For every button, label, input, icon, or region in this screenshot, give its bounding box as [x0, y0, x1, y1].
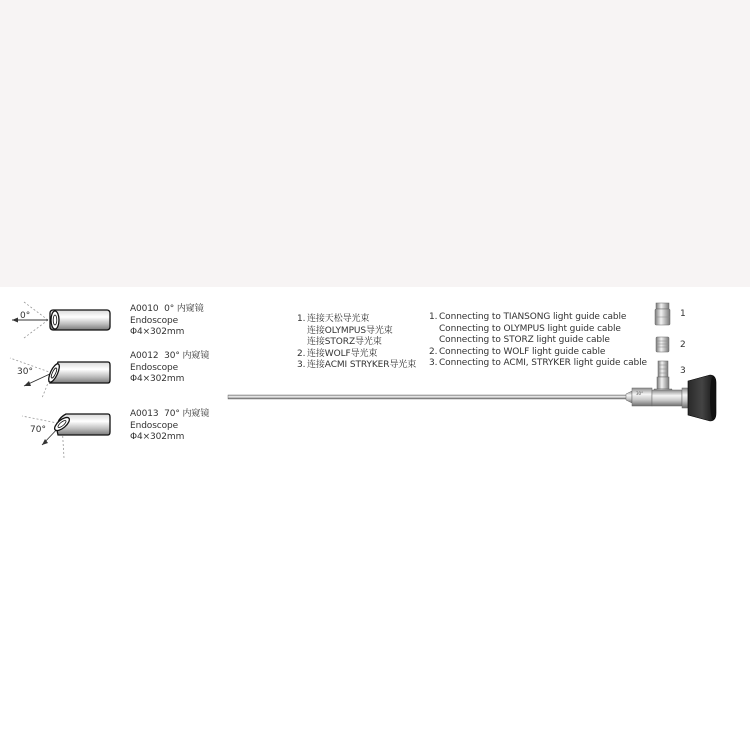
- connection-item-cn: 3. 连接ACMI STRYKER导光束: [297, 360, 417, 370]
- connection-item-en: Connecting to OLYMPUS light guide cable: [439, 323, 621, 334]
- model-size: Φ4×302mm: [130, 327, 185, 337]
- model-name-en: Endoscope: [130, 362, 179, 373]
- angle-label-70: 70°: [30, 425, 46, 435]
- model-name-cn: 内窥镜: [182, 351, 210, 361]
- adapter-label-1: 1: [680, 309, 686, 319]
- connection-item-en: Connecting to STORZ light guide cable: [439, 335, 610, 345]
- angle-label-30: 30°: [17, 367, 33, 377]
- connection-item-en: 2. Connecting to WOLF light guide cable: [429, 346, 606, 357]
- model-name-cn: 内窥镜: [182, 409, 210, 419]
- model-name-en: Endoscope: [130, 315, 179, 326]
- connection-item-en: 1. Connecting to TIANSONG light guide cable: [429, 312, 627, 322]
- model-name-en: Endoscope: [130, 420, 179, 431]
- angle-label-0: 0°: [20, 311, 31, 321]
- endoscope-body: [626, 388, 688, 408]
- connection-item-cn: 2. 连接WOLF导光束: [297, 348, 378, 359]
- model-size: Φ4×302mm: [130, 374, 185, 384]
- tip-diagram-70deg: [22, 414, 110, 458]
- model-spec-a0012: [130, 351, 209, 386]
- model-code: A0010: [130, 304, 159, 314]
- adapter-2: [656, 337, 669, 352]
- model-code: A0013: [130, 409, 159, 419]
- endoscope-illustration: [220, 295, 720, 425]
- model-spec-a0013: [130, 409, 209, 444]
- adapter-label-3: 3: [680, 366, 686, 376]
- eyepiece: [688, 375, 716, 421]
- adapter-1: [655, 303, 670, 325]
- adapter-3: [658, 361, 668, 377]
- connection-item-cn: 连接OLYMPUS导光束: [307, 325, 393, 336]
- model-size: Φ4×302mm: [130, 432, 185, 442]
- top-background-band: [0, 0, 750, 287]
- tip-diagram-30deg: [10, 358, 110, 398]
- model-spec-a0010: [130, 304, 204, 339]
- connection-item-cn: 连接STORZ导光束: [307, 337, 382, 347]
- svg-text:30°: 30°: [636, 391, 644, 396]
- adapter-label-2: 2: [680, 340, 686, 350]
- model-angle: 30°: [164, 351, 180, 361]
- model-name-cn: 内窥镜: [176, 304, 204, 314]
- connection-item-en: 3. Connecting to ACMI, STRYKER light guide cable: [429, 358, 647, 368]
- connection-item-cn: 1. 连接天松导光束: [297, 314, 370, 324]
- endoscope-shaft: [228, 395, 628, 399]
- model-angle: 70°: [164, 409, 180, 419]
- model-angle: 0°: [164, 304, 175, 314]
- model-code: A0012: [130, 351, 159, 361]
